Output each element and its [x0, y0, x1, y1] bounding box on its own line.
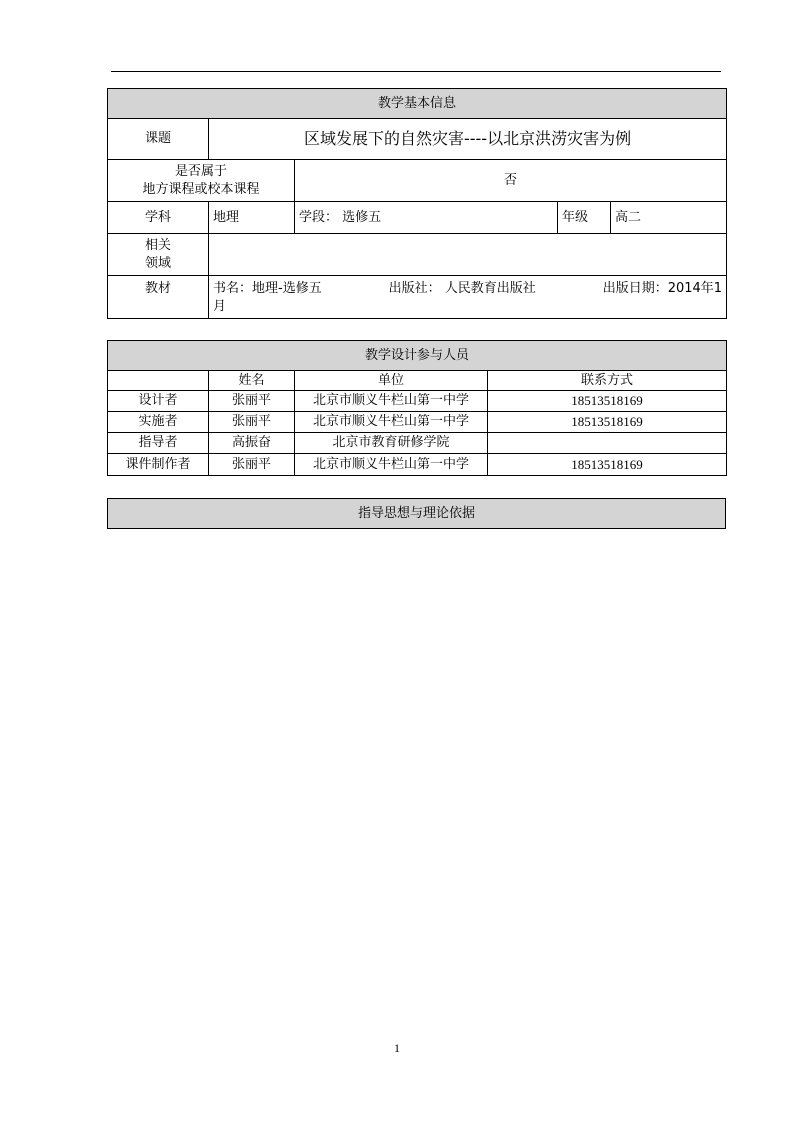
- top-rule: [111, 71, 721, 72]
- publisher: 出版社： 人民教育出版社: [388, 281, 536, 296]
- name-cell: 张丽平: [209, 391, 295, 412]
- role-cell: 实施者: [108, 412, 209, 433]
- textbook-label: 教材: [108, 276, 209, 319]
- role-cell: 课件制作者: [108, 454, 209, 476]
- col-header-name: 姓名: [209, 371, 295, 391]
- name-cell: 高振奋: [209, 433, 295, 454]
- grade-value: 高二: [611, 202, 727, 234]
- table-row: [108, 433, 727, 454]
- grade-label: 年级: [558, 202, 611, 234]
- table-row: [108, 454, 727, 476]
- local-course-label-line1: 是否属于: [174, 163, 227, 179]
- stage-value: 选修五: [342, 209, 382, 225]
- name-cell: 张丽平: [209, 412, 295, 433]
- subject-value: 地理: [209, 202, 295, 234]
- contact-cell: 18513518169: [488, 454, 727, 476]
- related-label: [108, 234, 209, 276]
- col-header: [108, 371, 209, 391]
- col-header-unit: 单位: [295, 371, 488, 391]
- topic-label: 课题: [108, 119, 209, 160]
- publish-date-cont: 月: [213, 299, 227, 314]
- related-value: [209, 234, 727, 276]
- textbook-value: [209, 276, 727, 319]
- unit-cell: 北京市教育研修学院: [295, 433, 488, 454]
- table-row: [108, 391, 727, 412]
- publish-date: 出版日期：2014年1: [602, 281, 723, 296]
- participants-table: [107, 340, 727, 476]
- contact-cell: [488, 433, 727, 454]
- theory-table: [107, 498, 726, 529]
- col-header-contact: 联系方式: [488, 371, 727, 391]
- basic-info-header: 教学基本信息: [108, 89, 727, 119]
- unit-cell: 北京市顺义牛栏山第一中学: [295, 391, 488, 412]
- related-label-line1: 相关: [144, 237, 171, 253]
- theory-header: 指导思想与理论依据: [108, 499, 726, 529]
- unit-cell: 北京市顺义牛栏山第一中学: [295, 454, 488, 476]
- contact-cell: 18513518169: [488, 412, 727, 433]
- table-row: [108, 412, 727, 433]
- page-number: 1: [394, 1041, 400, 1055]
- role-cell: 指导者: [108, 433, 209, 454]
- contact-cell: 18513518169: [488, 391, 727, 412]
- topic-value: 区域发展下的自然灾害----以北京洪涝灾害为例: [209, 119, 727, 160]
- local-course-label: [108, 160, 295, 202]
- name-cell: 张丽平: [209, 454, 295, 476]
- book-name: 书名：地理-选修五: [213, 281, 322, 296]
- subject-label: 学科: [108, 202, 209, 234]
- local-course-label-line2: 地方课程或校本课程: [142, 181, 260, 197]
- related-label-line2: 领域: [144, 255, 171, 271]
- local-course-value: 否: [295, 160, 727, 202]
- unit-cell: 北京市顺义牛栏山第一中学: [295, 412, 488, 433]
- stage-label: 学段：: [299, 209, 339, 225]
- participants-header: 教学设计参与人员: [108, 341, 727, 371]
- role-cell: 设计者: [108, 391, 209, 412]
- stage-cell: [295, 202, 558, 234]
- basic-info-table: [107, 88, 727, 319]
